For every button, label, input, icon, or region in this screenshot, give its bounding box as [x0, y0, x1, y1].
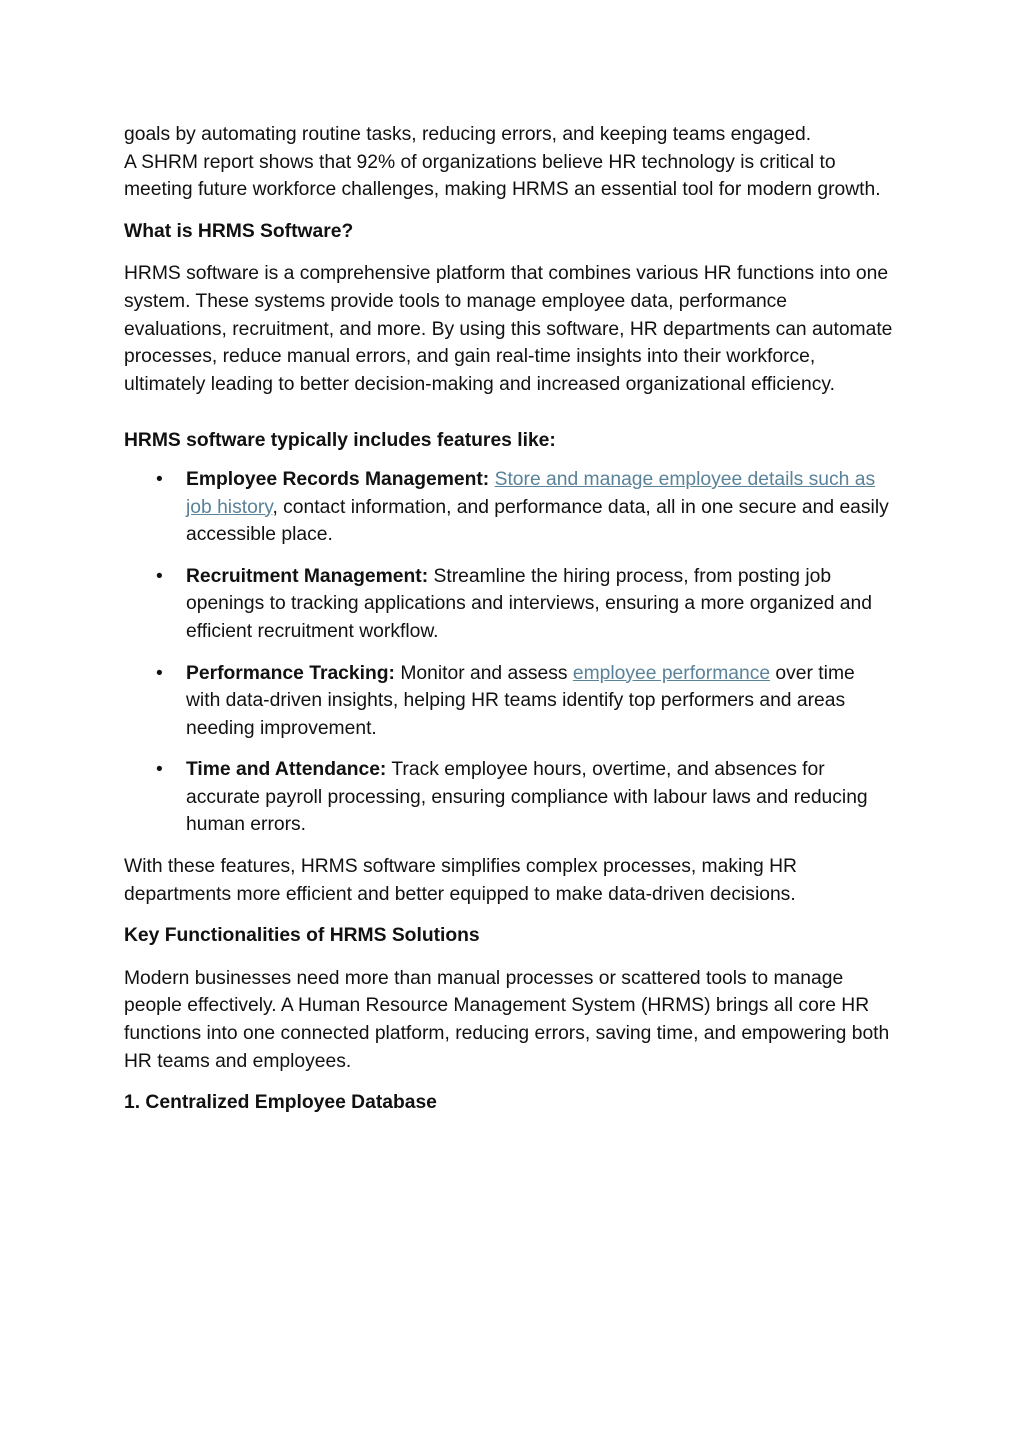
key-functionalities-body: Modern businesses need more than manual processes or scattered tools to manage people effectively. A Human Resource Management System (HRMS) brings all core HR functions into one connected platform, reducing errors, saving time, and empowering both HR teams and employees. [124, 967, 890, 1072]
feature-description: Streamline the hiring process, from posting job openings to tracking applications and interviews, ensuring a more organized and efficient recruitment workflow. [186, 565, 872, 642]
feature-description-pre: Monitor and assess [394, 662, 573, 684]
document-page [124, 121, 894, 1132]
feature-item-time-attendance [124, 756, 894, 839]
features-summary: With these features, HRMS software simplifies complex processes, making HR departments more efficient and better equipped to make data-driven decisions. [124, 856, 797, 905]
intro-line-2: A SHRM report shows that 92% of organizations believe HR technology is critical to meeting future workforce challenges, making HRMS an essential tool for modern growth. [124, 151, 881, 201]
feature-description-post: over time with data-driven insights, helping HR teams identify top performers and areas needing improvement. [186, 662, 855, 739]
features-list [124, 466, 894, 839]
centralized-database-heading: 1. Centralized Employee Database [124, 1092, 437, 1114]
feature-item-performance [124, 660, 894, 743]
what-is-hrms-body: HRMS software is a comprehensive platform that combines various HR functions into one system. These systems provide tools to manage employee data, performance evaluations, recruitment, and more. By using this software, HR departments can automate processes, reduce manual errors, and gain real-time insights into their workforce, ultimately leading to better decision-making and increased organizational efficiency. [124, 263, 893, 395]
bullet: • [156, 759, 163, 781]
key-functionalities-heading: Key Functionalities of HRMS Solutions [124, 925, 480, 947]
bullet: • [156, 662, 163, 684]
feature-item-employee-records [124, 466, 894, 549]
bullet: • [156, 468, 163, 490]
feature-term: Time and Attendance: [186, 759, 387, 781]
feature-term: Employee Records Management: [186, 468, 490, 490]
intro-line-1: goals by automating routine tasks, reducing errors, and keeping teams engaged. [124, 124, 812, 145]
feature-description: Track employee hours, overtime, and absences for accurate payroll processing, ensuring compliance with labour laws and reducing human errors. [186, 759, 868, 836]
feature-item-recruitment [124, 563, 894, 646]
employee-details-link[interactable]: Store and manage employee details such as job history [186, 468, 876, 518]
features-heading: HRMS software typically includes features like: [124, 430, 556, 452]
employee-performance-link[interactable]: employee performance [572, 662, 771, 684]
feature-term: Recruitment Management: [186, 565, 429, 587]
feature-term: Performance Tracking: [186, 662, 395, 684]
feature-description: , contact information, and performance data, all in one secure and easily accessible place. [186, 496, 889, 546]
intro-paragraph [124, 121, 894, 204]
bullet: • [156, 565, 163, 587]
what-is-hrms-heading: What is HRMS Software? [124, 220, 354, 242]
